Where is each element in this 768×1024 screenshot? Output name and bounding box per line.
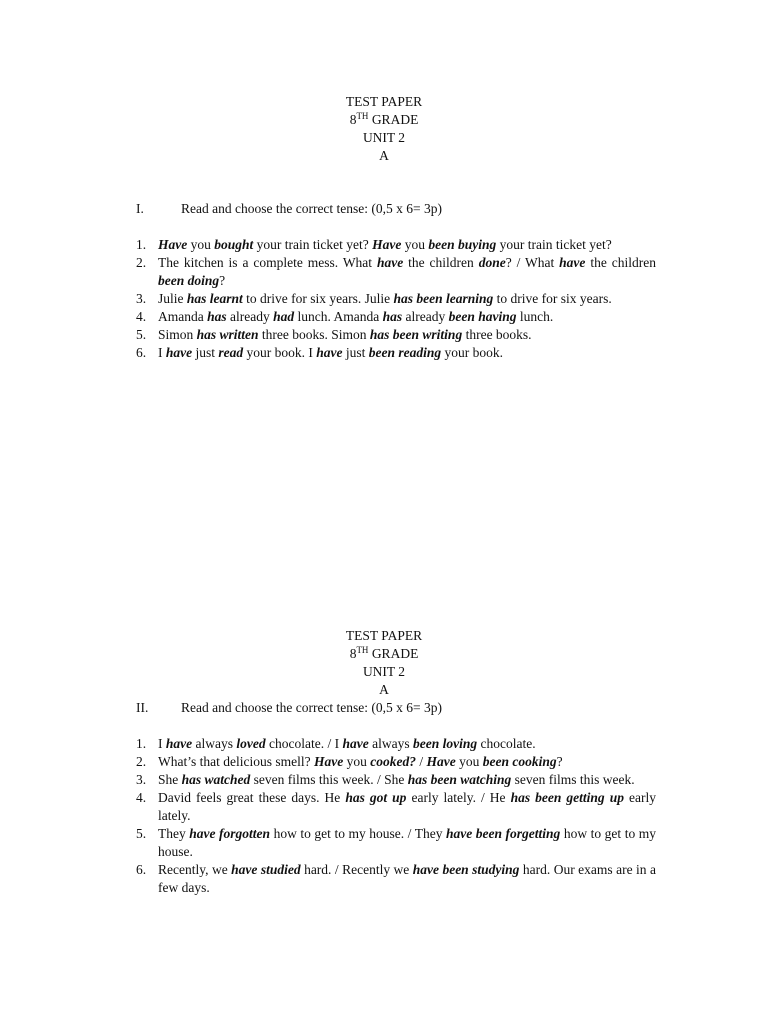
item-text: the children xyxy=(403,255,479,270)
answer-option: have forgotten xyxy=(189,826,271,841)
item-number: 4. xyxy=(136,309,147,324)
item-text: your book. I xyxy=(243,345,317,360)
item-text: to drive for six years. xyxy=(493,291,612,306)
item-text: lunch. xyxy=(516,309,554,324)
answer-option: cooked? xyxy=(370,754,416,769)
item-text: Recently, we xyxy=(158,862,232,877)
item-number: 2. xyxy=(136,255,147,270)
grade-line: 8TH GRADE xyxy=(349,645,419,661)
item-number: 1. xyxy=(136,237,147,252)
exercise-item xyxy=(136,290,656,308)
answer-option: have xyxy=(165,736,193,751)
item-text: I xyxy=(158,736,166,751)
item-text: already xyxy=(226,309,274,324)
item-text: chocolate. / I xyxy=(265,736,343,751)
item-text: the children xyxy=(585,255,656,270)
item-text: always xyxy=(192,736,237,751)
exercise-item xyxy=(136,771,656,789)
answer-option: Have xyxy=(158,237,188,252)
answer-option: have been studying xyxy=(412,862,520,877)
section-1-header xyxy=(0,93,768,165)
item-text: / xyxy=(415,754,427,769)
answer-option: have xyxy=(316,345,343,360)
answer-option: read xyxy=(218,345,244,360)
roman-numeral: I. xyxy=(136,201,144,216)
exercise-list xyxy=(136,236,656,362)
answer-option: has written xyxy=(196,327,259,342)
unit-line: UNIT 2 xyxy=(362,664,406,679)
item-number: 4. xyxy=(136,790,147,805)
answer-option: bought xyxy=(214,237,254,252)
answer-option: has learnt xyxy=(186,291,243,306)
exercise-item xyxy=(136,236,656,254)
answer-option: have xyxy=(376,255,404,270)
item-text: three books. Simon xyxy=(258,327,370,342)
item-text: seven films this week. xyxy=(511,772,635,787)
item-text: always xyxy=(368,736,413,751)
answer-option: been doing xyxy=(158,273,220,288)
item-text: ? xyxy=(556,754,563,769)
answer-option: been loving xyxy=(412,736,478,751)
answer-option: Have xyxy=(372,237,402,252)
item-text: your train ticket yet? xyxy=(253,237,373,252)
item-text: how to get to my house. / They xyxy=(270,826,446,841)
item-text: already xyxy=(402,309,449,324)
exercise-item xyxy=(136,308,656,326)
answer-option: has been learning xyxy=(393,291,494,306)
answer-option: has been getting up xyxy=(510,790,624,805)
exercise-item xyxy=(136,825,656,861)
exercise-item xyxy=(136,735,656,753)
item-text: She xyxy=(158,772,182,787)
item-text: hard. Our exams are in a few days. xyxy=(158,862,656,895)
item-text: They xyxy=(158,826,190,841)
answer-option: been having xyxy=(448,309,517,324)
instruction-text: Read and choose the correct tense: (0,5 x 6= 3p) xyxy=(181,700,443,715)
item-number: 2. xyxy=(136,754,147,769)
item-text: you xyxy=(343,754,371,769)
item-text: I xyxy=(158,345,166,360)
item-text: ? / What xyxy=(505,255,560,270)
answer-option: has been writing xyxy=(369,327,463,342)
item-text: just xyxy=(192,345,219,360)
item-text: to drive for six years. Julie xyxy=(242,291,394,306)
item-text: David feels great these days. He xyxy=(158,790,346,805)
item-text: chocolate. xyxy=(477,736,536,751)
answer-option: loved xyxy=(236,736,266,751)
answer-option: has got up xyxy=(345,790,407,805)
answer-option: have been forgetting xyxy=(446,826,561,841)
answer-option: been cooking xyxy=(482,754,557,769)
item-text: you xyxy=(187,237,215,252)
item-number: 6. xyxy=(136,345,147,360)
test-title: TEST PAPER xyxy=(345,628,423,643)
item-text: your train ticket yet? xyxy=(496,237,612,252)
answer-option: have studied xyxy=(231,862,301,877)
item-text: Amanda xyxy=(158,309,208,324)
item-text: lunch. Amanda xyxy=(294,309,383,324)
exercise-item xyxy=(136,344,656,362)
answer-option: has been watching xyxy=(407,772,512,787)
answer-option: have xyxy=(165,345,193,360)
item-number: 5. xyxy=(136,826,147,841)
answer-option: Have xyxy=(426,754,456,769)
item-text: your book. xyxy=(441,345,504,360)
item-text: Simon xyxy=(158,327,197,342)
item-text: ? xyxy=(219,273,226,288)
item-text: seven films this week. / She xyxy=(250,772,408,787)
roman-numeral: II. xyxy=(136,700,149,715)
exercise-item xyxy=(136,753,656,771)
answer-option: has xyxy=(382,309,403,324)
item-text: hard. / Recently we xyxy=(300,862,413,877)
item-text: you xyxy=(401,237,429,252)
item-text: just xyxy=(342,345,369,360)
answer-option: been reading xyxy=(368,345,442,360)
exercise-item xyxy=(136,789,656,825)
item-number: 6. xyxy=(136,862,147,877)
section-2-header xyxy=(0,627,768,699)
variant-line: A xyxy=(379,682,389,697)
grade-line: 8TH GRADE xyxy=(349,111,419,127)
answer-option: Have xyxy=(313,754,344,769)
answer-option: have xyxy=(342,736,369,751)
exercise-list xyxy=(136,735,656,897)
item-number: 3. xyxy=(136,291,147,306)
exercise-item xyxy=(136,861,656,897)
item-text: Julie xyxy=(158,291,187,306)
answer-option: been buying xyxy=(428,237,497,252)
item-text: early lately. / He xyxy=(406,790,511,805)
instruction-text: Read and choose the correct tense: (0,5 x 6= 3p) xyxy=(181,201,443,216)
test-title: TEST PAPER xyxy=(345,94,423,109)
answer-option: done xyxy=(478,255,506,270)
answer-option: had xyxy=(273,309,295,324)
answer-option: has watched xyxy=(181,772,251,787)
exercise-item xyxy=(136,326,656,344)
item-number: 5. xyxy=(136,327,147,342)
item-text: you xyxy=(455,754,483,769)
item-text: three books. xyxy=(462,327,532,342)
variant-line: A xyxy=(379,148,389,163)
item-text: how to get to my house. xyxy=(158,826,656,859)
unit-line: UNIT 2 xyxy=(362,130,406,145)
answer-option: has xyxy=(207,309,227,324)
item-number: 3. xyxy=(136,772,147,787)
item-text: early lately. xyxy=(158,790,657,823)
exercise-item xyxy=(136,254,656,290)
item-text: What’s that delicious smell? xyxy=(158,754,314,769)
item-number: 1. xyxy=(136,736,147,751)
item-text: The kitchen is a complete mess. What xyxy=(158,255,377,270)
answer-option: have xyxy=(559,255,586,270)
